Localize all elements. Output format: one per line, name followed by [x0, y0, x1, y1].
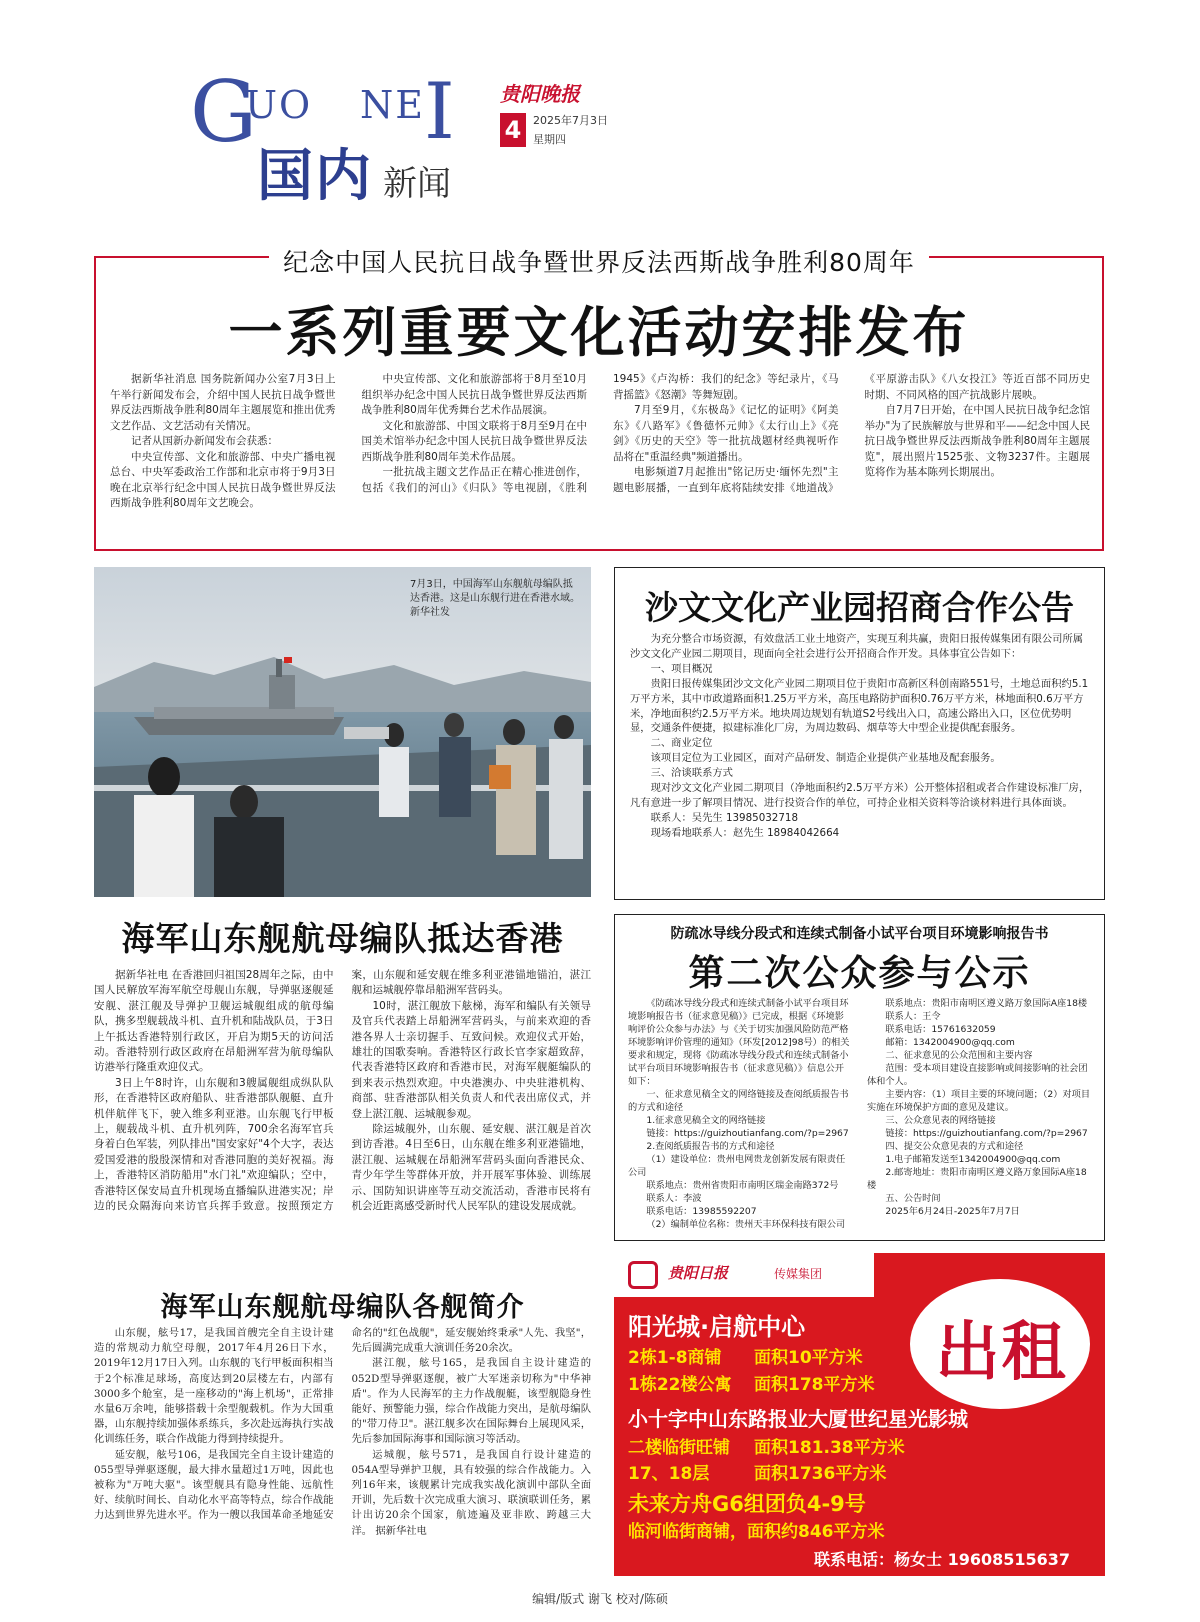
ad-row-4-label: 17、18层: [628, 1464, 710, 1484]
paragraph: 贵阳日报传媒集团沙文文化产业园二期项目位于贵阳市高新区科创南路551号，土地总面积约5.1万平方米，其中市政道路面积1.25万平方米，高压电路防护面积0.76万平方米，林地面积0.6万平方米，净地面积约2.5万平方米。地块周边规划有轨道S2号线出入口，高速公路出入口，区位优势明显，交通条件便捷，拟建标准化厂房，为周边数码、烟草等大中型企业提供配套服务。: [630, 677, 1089, 735]
announcement-body: [630, 632, 1090, 896]
paragraph: 2.邮寄地址：贵阳市南明区遵义路万象国际A座18楼: [867, 1167, 1087, 1191]
paragraph: 据新华社消息 国务院新闻办公室7月3日上午举行新闻发布会，介绍中国人民抗日战争暨世界反法西斯战争胜利80周年主题展览和推出优秀文艺作品、文艺活动有关情况。: [110, 373, 336, 432]
paragraph: （2）编制单位名称：贵州天丰环保科技有限公司: [646, 1219, 846, 1230]
paragraph: 1.电子邮箱发送至1342004900@qq.com: [885, 1154, 1061, 1165]
kicker-text: 纪念中国人民抗日战争暨世界反法西斯战争胜利80周年: [269, 248, 929, 277]
paragraph: 三、公众意见表的网络链接: [885, 1115, 996, 1126]
navy-story-body: [94, 968, 591, 1273]
paragraph: 主要内容：（1）项目主要的环境问题；（2）对项目实施在环境保护方面的意见及建议。: [867, 1089, 1091, 1113]
env-notice-body: [628, 997, 1092, 1235]
rental-ad: [614, 1253, 1105, 1576]
paragraph: 联系地点：贵州省贵阳市南明区瑞金南路372号: [646, 1180, 839, 1191]
paragraph: 《防疏冰导线分段式和连续式制备小试平台项目环境影响报告书（征求意见稿）》已完成，根据《环境影响评价公众参与办法》与《关于切实加强风险防范严格环境影响评价管理的通知》（环发[2012]98号）的相关要求和规定，现将《防疏冰导线分段式和连续式制备小试平台项目环境影响报告书（征求意见稿）》信息公开如下：: [628, 998, 850, 1087]
paragraph: 10时，湛江舰放下舷梯，海军和编队有关领导及官兵代表踏上昂船洲军营码头，与前来欢迎的香港各界人士亲切握手、互致问候。欢迎仪式开始，雄壮的国歌奏响。香港特区行政长官李家超致辞，代表香港特区政府和香港市民，对海军舰艇编队的到来表示热烈欢迎。中央港澳办、中央驻港机构、商部、驻香港部队相关负责人和代表出席仪式，并登上湛江舰、运城舰参观。: [351, 999, 591, 1120]
ad-row-3-area: 面积181.38平方米: [754, 1438, 905, 1458]
announcement-title: 沙文文化产业园招商合作公告: [645, 588, 1074, 627]
ad-row-1-label: 2栋1-8商铺: [628, 1348, 722, 1368]
paragraph: 联系人：李波: [646, 1193, 702, 1204]
ad-row-3-label: 二楼临街旺铺: [628, 1438, 730, 1458]
ad-row-2-area: 面积178平方米: [754, 1375, 875, 1395]
paragraph: 现场看地联系人：赵先生 18984042664: [650, 826, 840, 839]
paragraph: 1.征求意见稿全文的网络链接: [646, 1115, 766, 1126]
ad-row-4-area: 面积1736平方米: [754, 1464, 887, 1484]
paragraph: 四、提交公众意见表的方式和途径: [885, 1141, 1024, 1152]
paper-name: 贵阳晚报: [500, 82, 580, 106]
paragraph: 链接：https://guizhoutianfang.com/?p=2967: [646, 1128, 849, 1139]
ad-project-1: 阳光城·启航中心: [628, 1313, 806, 1341]
ad-contact: 联系电话：杨女士 19608515637: [814, 1550, 1071, 1569]
group-logo-icon: [628, 1261, 658, 1289]
paragraph: 中央宣传部、文化和旅游部、中央广播电视总台、中央军委政治工作部和北京市将于9月3日晚在北京举行纪念中国人民抗日战争暨世界反法西斯战争胜利80周年文艺晚会。: [110, 450, 336, 509]
paragraph: 中央宣传部、文化和旅游部将于8月至10月组织举办纪念中国人民抗日战争暨世界反法西斯战争胜利80周年优秀舞台艺术作品展演。: [361, 373, 587, 416]
photo-caption: 7月3日，中国海军山东舰航母编队抵达香港。这是山东舰行进在香港水域。 新华社发: [410, 579, 580, 618]
paragraph: 电影频道7月起推出"铭记历史·缅怀先烈"主题电影展播，一直到年底将陆续安排《地道战》《平原游击队》《八女投江》等近百部不同历史时期、不同风格的国产抗战影片展映。: [613, 373, 1090, 494]
ad-row-1-area: 面积10平方米: [754, 1348, 863, 1368]
paragraph: 一、征求意见稿全文的网络链接及查阅纸质报告书的方式和途径: [628, 1089, 849, 1113]
top-story-headline: 一系列重要文化活动安排发布: [228, 301, 970, 364]
paragraph: 延安舰，舷号106，是我国完全自主设计建造的055型导弹驱逐舰，最大排水量超过1万吨，因此也被称为"万吨大驱"。该型舰具有隐身性能、远航性好、续航时间长、自动化水平高等特点，综合作战能力达到世界先进水平。作为一艘以我国革命圣地延安命名的"红色战舰"，延安舰始终秉承"人先、我坚"，先后圆满完成重大演训任务20余次。: [94, 1327, 591, 1522]
paragraph: 联系人：王令: [885, 1011, 941, 1022]
ad-logo-text: 贵阳日报: [668, 1264, 729, 1282]
paragraph: 运城舰，舷号571，是我国自行设计建造的054A型导弹护卫舰，具有较强的综合作战能力。入列16年来，该舰累计完成我实战化演训中部队全面开训，先后数十次完成重大演习、联演联训任务，累计出访20余个国家，航迹遍及亚非欧、跨越三大洋。 据新华社电: [351, 1448, 591, 1537]
paragraph: 文化和旅游部、中国文联将于8月至9月在中国美术馆举办纪念中国人民抗日战争暨世界反法西斯战争胜利80周年美术作品展。: [361, 419, 587, 463]
masthead-letters-uo: UO: [245, 83, 313, 127]
ad-badge: 出租: [935, 1315, 1068, 1390]
navy-story-headline: 海军山东舰航母编队抵达香港: [121, 919, 564, 958]
paragraph: 除运城舰外，山东舰、延安舰、湛江舰是首次到访香港。4日至6日，山东舰在维多利亚港锚地，湛江舰、运城舰在昂船洲军营码头面向香港民众、青少年学生等群体开放，并开展军事体验、训练展示、国防知识讲座等互动交流活动，香港市民将有机会近距离感受新时代人民军队的建设发展成就。: [351, 1123, 591, 1213]
masthead-letter-g: G: [190, 63, 258, 161]
env-notice-subtitle: 防疏冰导线分段式和连续式制备小试平台项目环境影响报告书: [670, 926, 1049, 942]
paragraph: 范围：受本项目建设直接影响或间接影响的社会团体和个人。: [867, 1063, 1088, 1087]
paragraph: 联系电话：15761632059: [885, 1024, 996, 1035]
paragraph: 五、公告时间: [885, 1193, 941, 1204]
section-subtitle: 新闻: [383, 164, 451, 204]
paragraph: 二、征求意见的公众范围和主要内容: [885, 1050, 1033, 1061]
masthead-letters-ne: NE: [360, 83, 425, 127]
page-number: 4: [500, 113, 526, 147]
paragraph: 为充分整合市场资源，有效盘活工业土地资产，实现互利共赢，贵阳日报传媒集团有限公司所属沙文文化产业园二期项目，现面向全社会进行公开招商合作开发。具体事宜公告如下：: [630, 633, 1084, 660]
paragraph: 山东舰，舷号17，是我国首艘完全自主设计建造的常规动力航空母舰，2017年4月26日下水，2019年12月17日入列。山东舰的飞行甲板面积相当于2个标准足球场，高度达到20层楼左右，内部有3000多个舱室，是一座移动的"海上机场"，正常排水量6万余吨，能够搭载十余型舰载机。作为大国重器，山东舰持续加强体系练兵，多次赴远海执行实战化训练任务，联合作战能力得到持续提升。: [94, 1327, 334, 1446]
ships-story-body: [94, 1326, 591, 1574]
paragraph: 邮箱：1342004900@qq.com: [885, 1037, 1015, 1048]
env-notice-title: 第二次公众参与公示: [688, 952, 1031, 994]
paragraph: 该项目定位为工业园区，面对产品研发、制造企业提供产业基地及配套服务。: [650, 752, 1001, 765]
paragraph: 记者从国新办新闻发布会获悉：: [131, 435, 278, 447]
paragraph: 联系地点：贵阳市南明区遵义路万象国际A座18楼: [885, 998, 1088, 1009]
paragraph: 联系人：吴先生 13985032718: [650, 811, 799, 824]
paragraph: 现对沙文文化产业园二期项目（净地面积约2.5万平方米）公开整体招租或者合作建设标准厂房，凡有意进一步了解项目情况、进行投资合作的单位，可持企业相关资料等洽谈材料进行具体面谈。: [630, 782, 1090, 809]
paragraph: 一批抗战主题文艺作品正在精心推进创作，包括《我们的河山》《归队》等电视剧，《胜利1945》《卢沟桥：我们的纪念》等纪录片，《马背摇篮》《怒潮》等舞短剧。: [361, 373, 839, 494]
paragraph: 二、商业定位: [650, 737, 713, 750]
ad-logo-group: 传媒集团: [774, 1267, 823, 1281]
paragraph: 一、项目概况: [650, 662, 713, 675]
paragraph: 据新华社电 在香港回归祖国28周年之际，由中国人民解放军海军航空母舰山东舰，导弹驱逐舰延安舰、湛江舰及导弹护卫舰运城舰组成的航母编队，携多型舰载战斗机、直升机和陆战队员，于3日上午抵达香港特别行政区，开启为期5天的访问活动。香港特别行政区政府在昂船洲军营为航母编队访港举行隆重欢迎仪式。: [94, 969, 334, 1074]
issue-date: 2025年7月3日: [533, 114, 608, 127]
paragraph: （1）建设单位：贵州电网贵龙创新发展有限责任公司: [628, 1154, 846, 1178]
ad-project-2: 小十字中山东路报业大厦世纪星光影城: [628, 1407, 968, 1431]
ad-row-2-label: 1栋22楼公寓: [628, 1375, 732, 1395]
ships-story-headline: 海军山东舰航母编队各舰简介: [160, 1292, 525, 1323]
issue-weekday: 星期四: [533, 133, 566, 146]
paragraph: 自7月7日开始，在中国人民抗日战争纪念馆举办"为了民族解放与世界和平——纪念中国人民抗日战争暨世界反法西斯战争胜利80周年主题展览"，展出照片1525张、文物3237件。主题展览将作为基本陈列长期展出。: [864, 404, 1090, 478]
paragraph: 联系电话：13985592207: [646, 1206, 757, 1217]
paragraph: 2.查阅纸质报告书的方式和途径: [646, 1141, 775, 1152]
paragraph: 湛江舰，舷号165，是我国自主设计建造的052D型导弹驱逐舰，被广大军迷亲切称为"中华神盾"。作为人民海军的主力作战舰艇，该型舰隐身性能好、预警能力强，综合作战能力突出，是航母编队的"带刀侍卫"。湛江舰多次在国际舞台上展现风采，先后参加国际海事和国际演习等活动。: [351, 1357, 591, 1446]
paragraph: 7月至9月，《东极岛》《记忆的证明》《阿美东》《八路军》《鲁德怀元帅》《太行山上》《亮剑》《历史的天空》等一批抗战题材经典视听作品将在"重温经典"频道播出。: [613, 404, 839, 463]
paragraph: 链接：https://guizhoutianfang.com/?p=2967: [885, 1128, 1088, 1139]
paragraph: 2025年6月24日-2025年7月7日: [885, 1206, 1020, 1217]
paragraph: 三、洽谈联系方式: [650, 767, 733, 780]
page-footer-credits: 编辑/版式 谢飞 校对/陈硕: [532, 1592, 668, 1606]
paragraph: 3日上午8时许，山东舰和3艘属舰组成纵队队形，在香港特区政府船队、驻香港部队舰艇、直升机伴航伴飞下，驶入维多利亚港。山东舰飞行甲板上，舰载战斗机、直升机列阵，700余名海军官兵身着白色军装，列队排出"国安家好"4个大字，表达爱国爱港的殷殷深情和对香港同胞的美好祝福。海上，香港特区消防船用"水门礼"欢迎编队；空中，香港特区保安局直升机现场直播编队进港实况；岸边的民众隔海向来访官兵挥手致意。按照预定方案，山东舰和延安舰在维多利亚港锚地锚泊，湛江舰和运城舰停靠昂船洲军营码头。: [94, 969, 591, 1213]
section-title: 国内: [257, 144, 373, 209]
top-story-kicker: [94, 243, 1104, 279]
ad-row-5: 临河临街商铺，面积约846平方米: [628, 1522, 885, 1542]
masthead-letter-i: I: [424, 67, 455, 157]
ad-project-3: 未来方舟G6组团负4-9号: [628, 1492, 866, 1516]
top-story-body: [110, 372, 1090, 542]
